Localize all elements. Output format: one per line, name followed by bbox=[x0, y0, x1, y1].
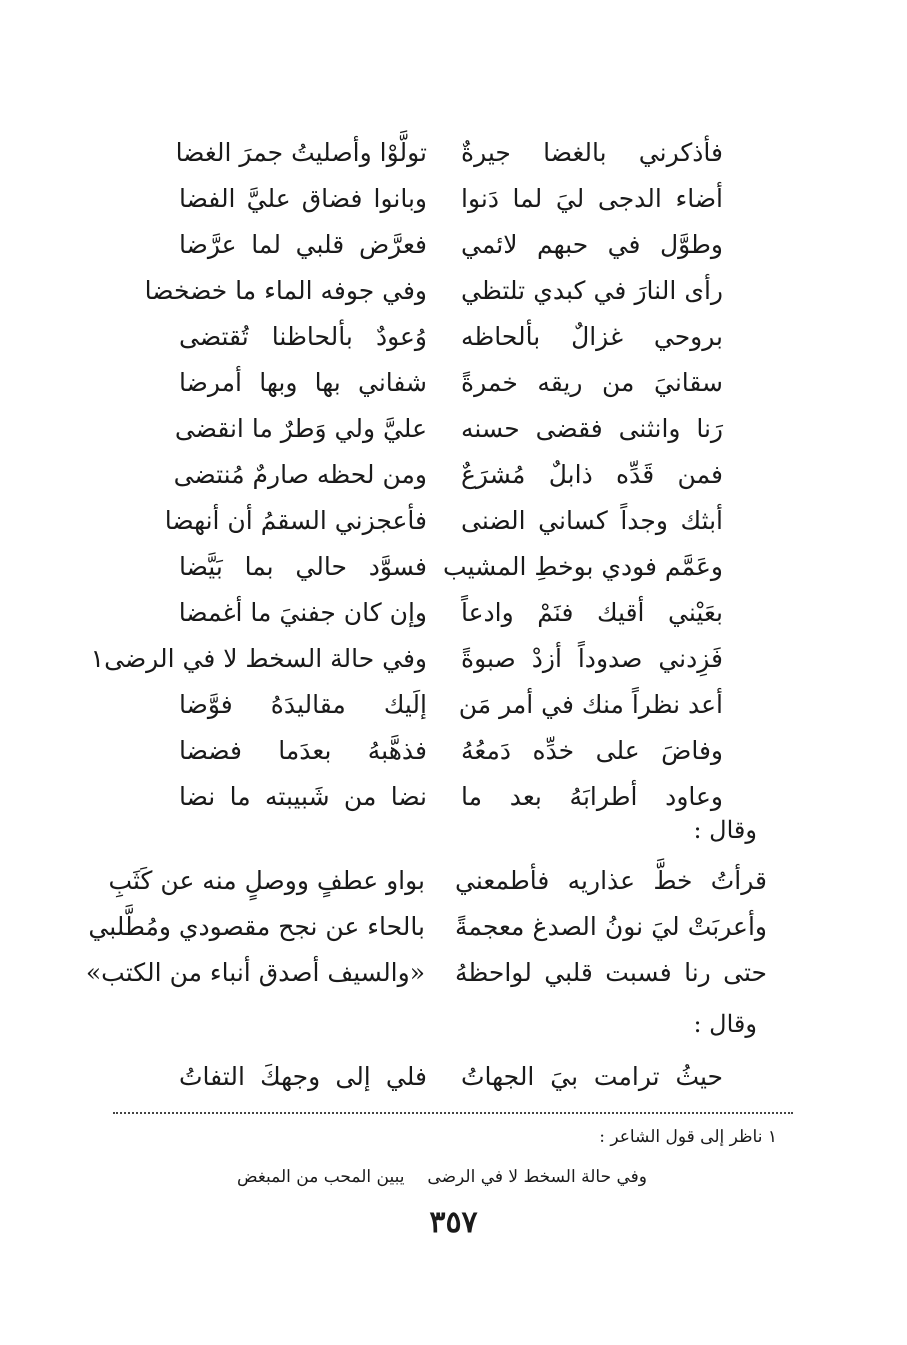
first-hemistich: فَزِدني صدوداً أزدْ صبوةً bbox=[461, 644, 723, 673]
verse bbox=[0, 774, 907, 820]
second-hemistich: وفي حالة السخط لا في الرضى١ bbox=[90, 644, 427, 673]
verse bbox=[0, 728, 907, 774]
verse bbox=[0, 904, 907, 950]
second-hemistich: نضا من شَبيبته ما نضا bbox=[179, 782, 427, 811]
footnote-first-hemistich: وفي حالة السخط لا في الرضى bbox=[427, 1167, 647, 1187]
first-hemistich: أعد نظراً منك في أمر مَن bbox=[458, 690, 723, 719]
footnote-second-hemistich: يبين المحب من المبغض bbox=[237, 1167, 405, 1187]
verse bbox=[0, 544, 907, 590]
second-hemistich: «والسيف أصدق أنباء من الكتب» bbox=[85, 958, 425, 987]
verse bbox=[0, 176, 907, 222]
first-hemistich: أضاء الدجى ليَ لما دَنوا bbox=[461, 184, 723, 213]
second-hemistich: بواو عطفٍ ووصلٍ منه عن كَثَبِ bbox=[108, 866, 425, 895]
second-hemistich: فأعجزني السقمُ أن أنهضا bbox=[164, 506, 427, 535]
second-hemistich: وإن كان جفنيَ ما أغمضا bbox=[178, 598, 427, 627]
verse bbox=[0, 1054, 907, 1100]
verse bbox=[0, 858, 907, 904]
second-hemistich: وفي جوفه الماء ما خضخضا bbox=[144, 276, 427, 305]
verse bbox=[0, 268, 907, 314]
first-hemistich: حيثُ ترامت بيَ الجهاتُ bbox=[461, 1062, 723, 1091]
footnote-divider bbox=[113, 1112, 793, 1114]
first-hemistich: رَنا وانثنى فقضى حسنه bbox=[461, 414, 723, 443]
second-hemistich: فلي إلى وجهكَ التفاتُ bbox=[179, 1062, 427, 1091]
verse bbox=[0, 950, 907, 996]
first-hemistich: وعَمَّم فودي بوخطِ المشيب bbox=[443, 552, 723, 581]
first-hemistich: وعاود أطرابَهُ بعد ما bbox=[461, 782, 723, 811]
second-hemistich: شفاني بها وبها أمرضا bbox=[179, 368, 427, 397]
first-hemistich: أبثك وجداً كساني الضنى bbox=[461, 506, 723, 535]
page-number: ٣٥٧ bbox=[429, 1205, 478, 1240]
section-intro-said: وقال : bbox=[693, 1010, 757, 1038]
verse bbox=[0, 498, 907, 544]
second-hemistich: ومن لحظه صارمٌ مُنتضى bbox=[173, 460, 427, 489]
second-hemistich: تولَّوْا وأصليتُ جمرَ الغضا bbox=[175, 138, 427, 167]
first-hemistich: بعَيْني أقيك فنَمْ وادعاً bbox=[461, 598, 723, 627]
second-hemistich: وبانوا فضاق عليَّ الفضا bbox=[179, 184, 427, 213]
first-hemistich: وفاضَ على خدِّه دَمعُهُ bbox=[461, 736, 723, 765]
verse bbox=[0, 130, 907, 176]
verse bbox=[0, 222, 907, 268]
verse bbox=[0, 360, 907, 406]
second-hemistich: فذهَّبهُ بعدَما فضضا bbox=[179, 736, 427, 765]
first-hemistich: قرأتُ خطَّ عذاريه فأطمعني bbox=[455, 866, 767, 895]
footnote-intro: ١ ناظر إلى قول الشاعر : bbox=[599, 1127, 777, 1147]
verse bbox=[0, 452, 907, 498]
second-hemistich: بالحاء عن نجح مقصودي ومُطَّلبي bbox=[88, 912, 425, 941]
second-hemistich: إلَيك مقاليدَهُ فوَّضا bbox=[179, 690, 427, 719]
verse bbox=[0, 590, 907, 636]
verse bbox=[0, 406, 907, 452]
first-hemistich: رأى النارَ في كبدي تلتظي bbox=[461, 276, 723, 305]
first-hemistich: وأعربَتْ ليَ نونُ الصدغ معجمةً bbox=[455, 912, 767, 941]
verse bbox=[0, 636, 907, 682]
verse bbox=[0, 314, 907, 360]
second-hemistich: وُعودٌ بألحاظنا تُقتضى bbox=[179, 322, 427, 351]
second-hemistich: فعرَّض قلبي لما عرَّضا bbox=[179, 230, 427, 259]
first-hemistich: حتى رنا فسبت قلبي لواحظهُ bbox=[455, 958, 767, 987]
first-hemistich: سقانيَ من ريقه خمرةً bbox=[461, 368, 723, 397]
footnote-verse bbox=[237, 1160, 647, 1194]
first-hemistich: وطوَّل في حبهم لائمي bbox=[461, 230, 723, 259]
first-hemistich: فأذكرني بالغضا جيرةٌ bbox=[461, 138, 723, 167]
verse bbox=[0, 682, 907, 728]
second-hemistich: فسوَّد حالي بما بَيَّضا bbox=[179, 552, 427, 581]
first-hemistich: بروحي غزالٌ بألحاظه bbox=[461, 322, 723, 351]
first-hemistich: فمن قَدِّه ذابلٌ مُشرَعٌ bbox=[461, 460, 723, 489]
section-intro-said: وقال : bbox=[693, 816, 757, 844]
second-hemistich: عليَّ ولي وَطرٌ ما انقضى bbox=[174, 414, 427, 443]
